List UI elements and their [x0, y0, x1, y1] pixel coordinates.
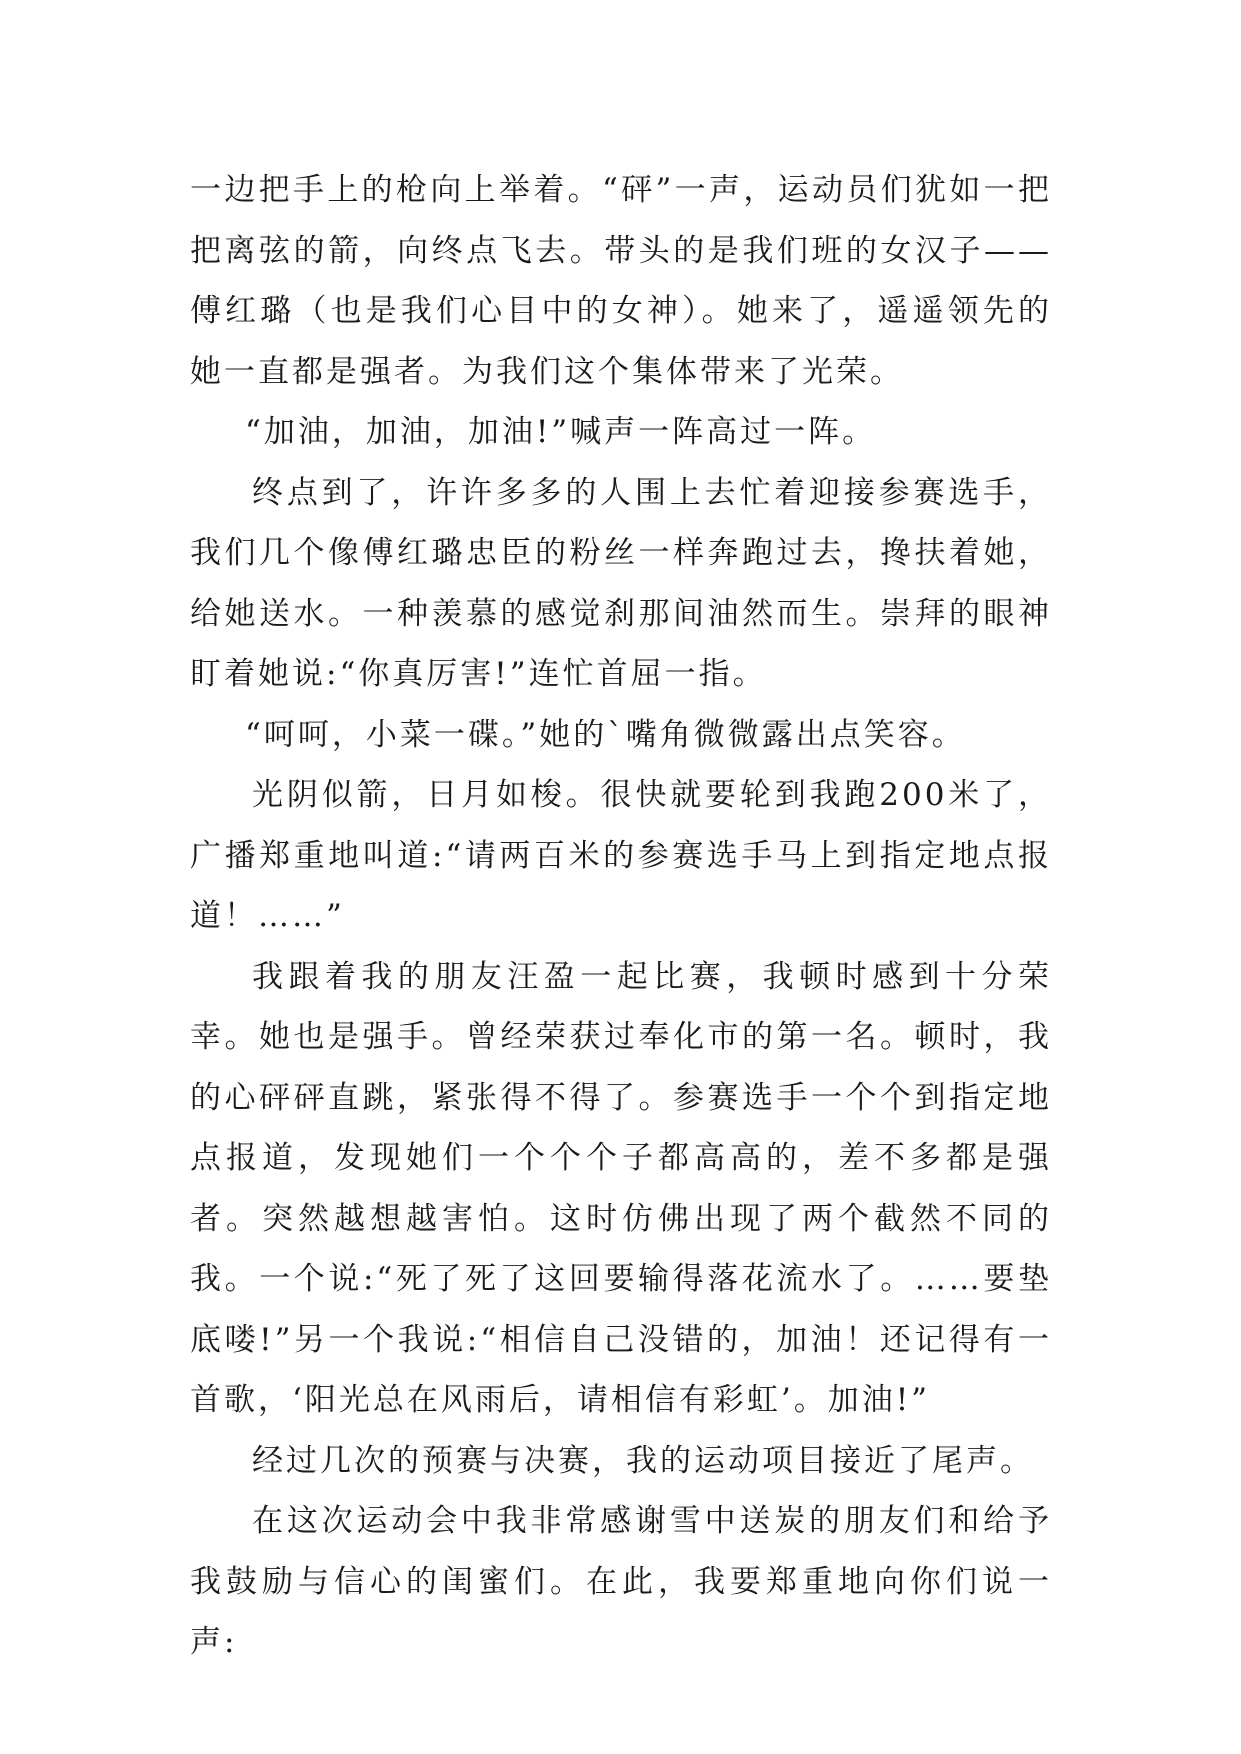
paragraph-6: 我跟着我的朋友汪盈一起比赛，我顿时感到十分荣幸。她也是强手。曾经荣获过奉化市的第一名。顿时，我的心砰砰直跳，紧张得不得了。参赛选手一个个到指定地点报道，发现她们一个个个子都高高的，差不多都是强者。突然越想越害怕。这时仿佛出现了两个截然不同的我。一个说:“死了死了这回要输得落花流水了。……要垫底喽!”另一个我说:“相信自己没错的，加油！还记得有一首歌，‘阳光总在风雨后，请相信有彩虹’。加油!”	[190, 958, 1052, 1418]
paragraph-7: 经过几次的预赛与决赛，我的运动项目接近了尾声。	[252, 1442, 1034, 1479]
paragraph-2: “加油，加油，加油!”喊声一阵高过一阵。	[245, 414, 877, 450]
paragraph-3: 终点到了，许许多多的人围上去忙着迎接参赛选手，我们几个像傅红璐忠臣的粉丝一样奔跑过去，搀扶着她，给她送水。一种羡慕的感觉刹那间油然而生。崇拜的眼神盯着她说:“你真厉害!”连忙首屈一指。	[190, 474, 1052, 692]
paragraph-1: 一边把手上的枪向上举着。“砰”一声，运动员们犹如一把把离弦的箭，向终点飞去。带头的是我们班的女汉子——傅红璐（也是我们心目中的女神）。她来了，遥遥领先的她一直都是强者。为我们这个集体带来了光荣。	[190, 172, 1052, 390]
paragraph-8: 在这次运动会中我非常感谢雪中送炭的朋友们和给予我鼓励与信心的闺蜜们。在此，我要郑重地向你们说一声:	[190, 1503, 1052, 1660]
document-body	[190, 160, 1052, 1673]
paragraph-5: 光阴似箭，日月如梭。很快就要轮到我跑200米了，广播郑重地叫道:“请两百米的参赛选手马上到指定地点报道！……”	[190, 777, 1052, 934]
paragraph-4: “呵呵，小菜一碟。”她的`嘴角微微露出点笑容。	[245, 716, 966, 753]
